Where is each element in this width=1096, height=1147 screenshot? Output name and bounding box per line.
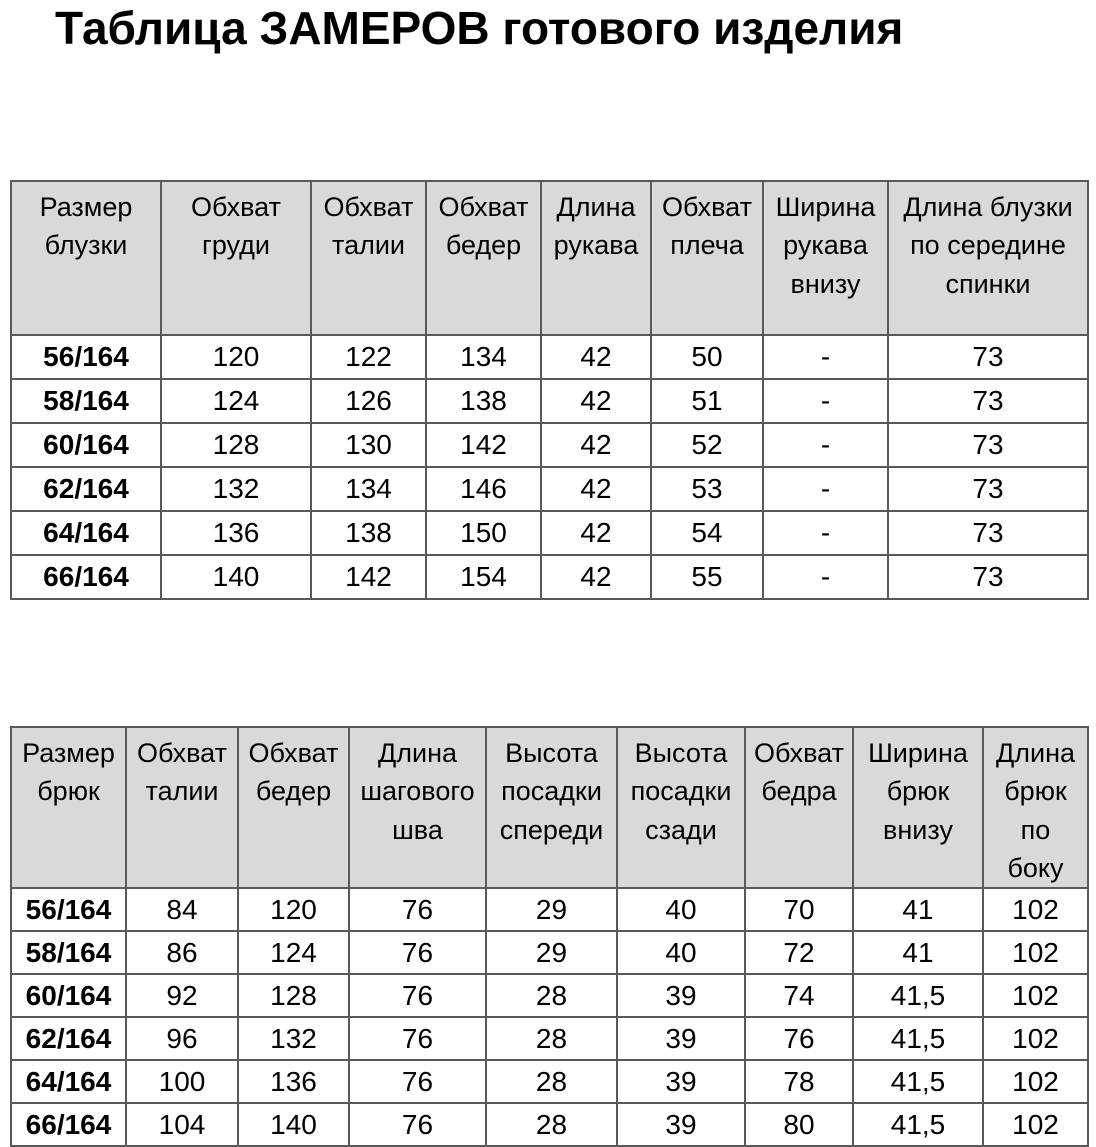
value-cell: 55 [651,555,763,599]
value-cell: 134 [426,335,541,379]
value-cell: - [763,555,888,599]
value-cell: 78 [745,1060,853,1103]
value-cell: - [763,335,888,379]
column-header: Размер блузки [11,181,161,335]
size-cell: 62/164 [11,467,161,511]
column-header: Длина шагового шва [349,727,486,888]
value-cell: - [763,379,888,423]
value-cell: 140 [238,1103,349,1146]
column-header: Ширина рукава внизу [763,181,888,335]
table-row [11,931,1088,974]
table-row [11,974,1088,1017]
value-cell: 73 [888,379,1088,423]
value-cell: - [763,467,888,511]
value-cell: 122 [311,335,426,379]
value-cell: 28 [486,1103,617,1146]
value-cell: 102 [983,931,1088,974]
column-header: Длина блузки по середине спинки [888,181,1088,335]
value-cell: 29 [486,888,617,931]
value-cell: 76 [745,1017,853,1060]
value-cell: - [763,511,888,555]
value-cell: 42 [541,423,651,467]
column-header: Обхват груди [161,181,311,335]
value-cell: 73 [888,335,1088,379]
value-cell: 74 [745,974,853,1017]
table-row [11,379,1088,423]
column-header: Обхват талии [311,181,426,335]
value-cell: 92 [126,974,238,1017]
size-cell: 66/164 [11,555,161,599]
value-cell: 124 [161,379,311,423]
blouse-measurements-table [10,180,1089,600]
column-header: Ширина брюк внизу [853,727,983,888]
table-row [11,335,1088,379]
value-cell: 41,5 [853,974,983,1017]
value-cell: 130 [311,423,426,467]
value-cell: 104 [126,1103,238,1146]
value-cell: 72 [745,931,853,974]
column-header: Обхват бедер [426,181,541,335]
value-cell: 102 [983,974,1088,1017]
value-cell: 41,5 [853,1060,983,1103]
value-cell: 142 [311,555,426,599]
table-row [11,1017,1088,1060]
value-cell: 146 [426,467,541,511]
size-cell: 66/164 [11,1103,126,1146]
value-cell: 84 [126,888,238,931]
value-cell: 39 [617,1017,745,1060]
value-cell: 128 [238,974,349,1017]
value-cell: 76 [349,1060,486,1103]
value-cell: 102 [983,1103,1088,1146]
column-header: Длина брюк по боку [983,727,1088,888]
value-cell: 76 [349,931,486,974]
value-cell: 102 [983,888,1088,931]
value-cell: 73 [888,423,1088,467]
value-cell: 76 [349,888,486,931]
value-cell: 136 [161,511,311,555]
value-cell: 39 [617,974,745,1017]
size-cell: 56/164 [11,335,161,379]
value-cell: 28 [486,1017,617,1060]
page [0,2,1096,1147]
value-cell: 136 [238,1060,349,1103]
value-cell: 29 [486,931,617,974]
value-cell: 28 [486,974,617,1017]
value-cell: 86 [126,931,238,974]
value-cell: 120 [238,888,349,931]
value-cell: 70 [745,888,853,931]
table-row [11,555,1088,599]
value-cell: 41 [853,888,983,931]
column-header: Высота посадки сзади [617,727,745,888]
value-cell: 142 [426,423,541,467]
value-cell: 28 [486,1060,617,1103]
value-cell: 134 [311,467,426,511]
size-cell: 60/164 [11,974,126,1017]
table-row [11,511,1088,555]
value-cell: 50 [651,335,763,379]
value-cell: 53 [651,467,763,511]
value-cell: 41 [853,931,983,974]
value-cell: 124 [238,931,349,974]
value-cell: 132 [238,1017,349,1060]
column-header: Длина рукава [541,181,651,335]
value-cell: 138 [426,379,541,423]
page-title: Таблица ЗАМЕРОВ готового изделия [55,2,904,54]
table-row [11,1103,1088,1146]
table-row [11,467,1088,511]
value-cell: 39 [617,1060,745,1103]
value-cell: 154 [426,555,541,599]
size-cell: 58/164 [11,379,161,423]
value-cell: 73 [888,555,1088,599]
value-cell: 42 [541,511,651,555]
value-cell: 126 [311,379,426,423]
value-cell: 76 [349,1103,486,1146]
column-header: Размер брюк [11,727,126,888]
value-cell: 120 [161,335,311,379]
size-cell: 64/164 [11,1060,126,1103]
value-cell: 41,5 [853,1017,983,1060]
value-cell: 51 [651,379,763,423]
value-cell: 39 [617,1103,745,1146]
value-cell: 140 [161,555,311,599]
table-row [11,888,1088,931]
value-cell: 150 [426,511,541,555]
blouse-measurements-header-row [11,181,1088,335]
value-cell: 132 [161,467,311,511]
value-cell: 41,5 [853,1103,983,1146]
size-cell: 64/164 [11,511,161,555]
size-cell: 60/164 [11,423,161,467]
value-cell: 76 [349,1017,486,1060]
value-cell: 40 [617,888,745,931]
value-cell: - [763,423,888,467]
trousers-measurements-table [10,726,1089,1147]
value-cell: 42 [541,379,651,423]
value-cell: 40 [617,931,745,974]
size-cell: 56/164 [11,888,126,931]
column-header: Обхват бедра [745,727,853,888]
value-cell: 128 [161,423,311,467]
value-cell: 102 [983,1060,1088,1103]
value-cell: 54 [651,511,763,555]
column-header: Обхват плеча [651,181,763,335]
value-cell: 52 [651,423,763,467]
value-cell: 80 [745,1103,853,1146]
value-cell: 76 [349,974,486,1017]
table-row [11,1060,1088,1103]
size-cell: 58/164 [11,931,126,974]
value-cell: 42 [541,555,651,599]
value-cell: 73 [888,511,1088,555]
size-cell: 62/164 [11,1017,126,1060]
value-cell: 102 [983,1017,1088,1060]
table-row [11,423,1088,467]
value-cell: 100 [126,1060,238,1103]
value-cell: 73 [888,467,1088,511]
value-cell: 138 [311,511,426,555]
column-header: Обхват бедер [238,727,349,888]
value-cell: 42 [541,335,651,379]
column-header: Высота посадки спереди [486,727,617,888]
column-header: Обхват талии [126,727,238,888]
value-cell: 42 [541,467,651,511]
value-cell: 96 [126,1017,238,1060]
trousers-measurements-header-row [11,727,1088,888]
